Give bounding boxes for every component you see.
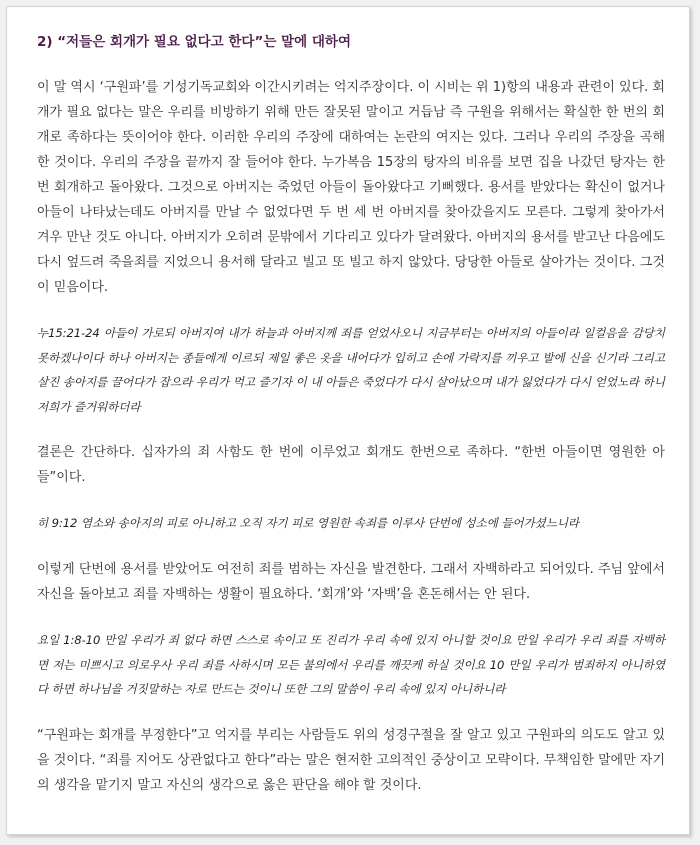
paragraph-confession: 이렇게 단번에 용서를 받았어도 여전히 죄를 범하는 자신을 발견한다. 그래서 자백하라고 되어있다. 주님 앞에서 자신을 돌아보고 죄를 자백하는 생활이 필요하다. ‘회개’와 ‘자백’을 혼돈해서는 안 된다. [37, 561, 665, 602]
section-heading: 2) “저들은 회개가 필요 없다고 한다”는 말에 대하여 [37, 34, 351, 50]
verse-hebrews-9: 히 9:12 염소와 송아지의 피로 아니하고 오직 자기 피로 영원한 속죄를 이루사 단번에 성소에 들어가셨느니라 [37, 516, 580, 531]
verse-1john-1: 요일 1:8-10 만일 우리가 죄 없다 하면 스스로 속이고 또 진리가 우리 속에 있지 아니할 것이요 만일 우리가 우리 죄를 자백하면 저는 미쁘시고 의로우사 우리 죄를 사하시며 모든 불의에서 우리를 깨끗케 하실 것이요 10 만일 우리가 범죄하지 아니하였다 하면 하나님을 거짓말하는 자로 만드는 것이니 또한 그의 말씀이 우리 속에 있지 아니하니라 [37, 632, 665, 697]
verse-luke-15: 누15:21-24 아들이 가로되 아버지여 내가 하늘과 아버지께 죄를 얻었사오니 지금부터는 아버지의 아들이라 일컬음을 감당치 못하겠나이다 하나 아버지는 종들에게 이르되 제일 좋은 옷을 내어다가 입히고 손에 가락지를 끼우고 발에 신을 신기라 그리고 살진 송아지를 끌어다가 잡으라 우리가 먹고 즐기자 이 내 아들은 죽었다가 다시 살아났으며 내가 잃었다가 다시 얻었노라 하니 저희가 즐거워하더라 [37, 326, 665, 414]
article-frame [6, 6, 690, 835]
paragraph-conclusion: 결론은 간단하다. 십자가의 죄 사함도 한 번에 이루었고 회개도 한번으로 족하다. “한번 아들이면 영원한 아들”이다. [37, 445, 665, 486]
paragraph-intro: 이 말 역시 ‘구원파’를 기성기독교회와 이간시키려는 억지주장이다. 이 시비는 위 1)항의 내용과 관련이 있다. 회개가 필요 없다는 말은 우리를 비방하기 위해 만든 잘못된 말이고 거듭남 즉 구원을 위해서는 확실한 한 번의 회개로 족하다는 뜻이어야 한다. 이러한 우리의 주장에 대하여는 논란의 여지는 있다. 그러나 우리의 주장을 곡해한 것이다. 우리의 주장을 끝까지 잘 들어야 한다. 누가복음 15장의 탕자의 비유를 보면 집을 나갔던 탕자는 한번 회개하고 돌아왔다. 그것으로 아버지는 죽었던 아들이 돌아왔다고 기뻐했다. 용서를 받았다는 확신이 없거나 아들이 나타났는데도 아버지를 만날 수 없었다면 두 번 세 번 아버지를 찾아갔을지도 모른다. 그렇게 찾아가서 겨우 만난 것도 아니다. 아버지가 오히려 문밖에서 기다리고 있다가 달려왔다. 아버지의 용서를 받고난 다음에도 다시 엎드려 죽을죄를 지었으니 용서해 달라고 빌고 또 빌고 하지 않았다. 당당한 아들로 살아가는 것이다. 그것이 믿음이다. [37, 80, 665, 295]
article-body [7, 7, 689, 798]
paragraph-closing: “구원파는 회개를 부정한다”고 억지를 부리는 사람들도 위의 성경구절을 잘 알고 있고 구원파의 의도도 알고 있을 것이다. “죄를 지어도 상관없다고 한다”라는 말은 현저한 고의적인 중상이고 모략이다. 무책임한 말에만 자기의 생각을 맡기지 말고 자신의 생각으로 옳은 판단을 해야 할 것이다. [37, 727, 666, 793]
